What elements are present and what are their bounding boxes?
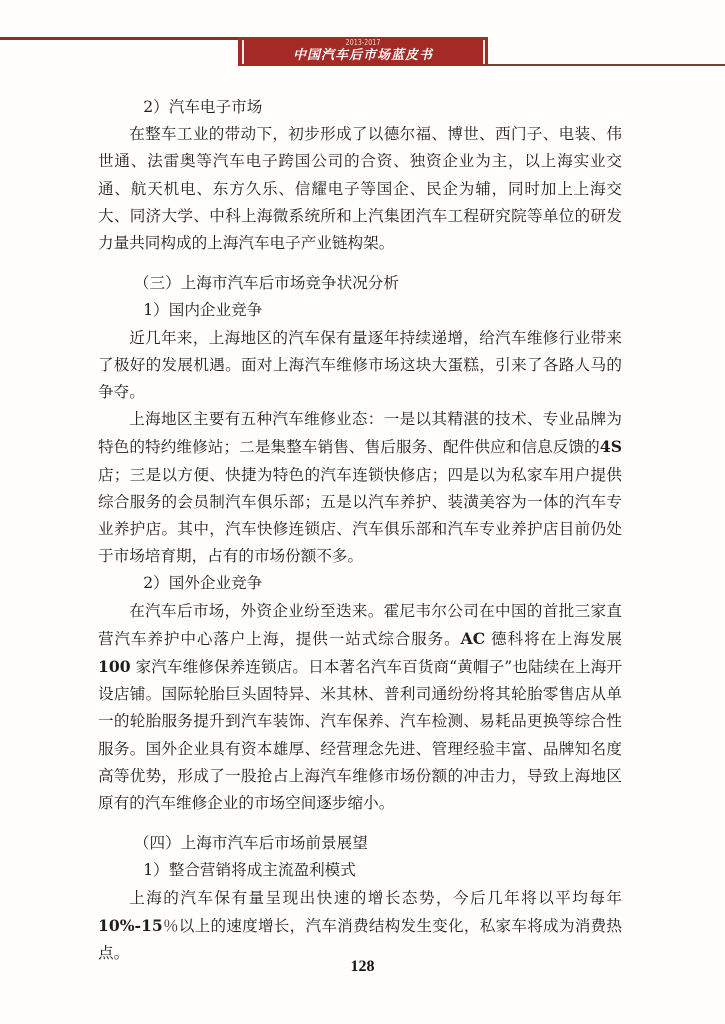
text-growth-rate: 10%-15 <box>98 915 163 935</box>
subsection-heading-auto-electronics: 2）汽车电子市场 <box>143 98 263 116</box>
subsection-heading-foreign: 2）国外企业竞争 <box>143 574 263 593</box>
header-banner-bar-right <box>483 40 485 64</box>
paragraph-domestic-2 <box>98 406 622 570</box>
text-100: 100 <box>98 657 131 677</box>
text-4s: 4S <box>599 437 622 457</box>
header-banner <box>238 37 488 66</box>
section-heading-outlook: （四）上海市汽车后市场前景展望 <box>133 834 368 853</box>
text: ％以上的速度增长，汽车消费结构发生变化，私家车将成为消费热点。 <box>98 916 622 963</box>
subsection-heading-domestic: 1）国内企业竞争 <box>143 301 263 320</box>
text-ac: AC <box>460 628 486 648</box>
paragraph-outlook <box>98 885 622 968</box>
paragraph-domestic-1: 近几年来，上海地区的汽车保有量逐年持续递增，给汽车维修行业带来了极好的发展机遇。面对上海汽车维修市场这块大蛋糕，引来了各路人马的争夺。 <box>98 328 622 402</box>
header-rule-left <box>0 37 240 40</box>
page-body <box>98 94 622 967</box>
subsection-heading-integrated-marketing: 1）整合营销将成主流盈利模式 <box>143 861 356 880</box>
header-rule-right <box>486 64 725 66</box>
text: 店；三是以方便、快捷为特色的汽车连锁快修店；四是以为私家车用户提供综合服务的会员制汽车俱乐部；五是以汽车养护、装潢美容为一体的汽车专业养护店。其中，汽车快修连锁店、汽车俱乐部和汽车专业养护店目前仍处于市场培育期，占有的市场份额不多。 <box>98 465 622 566</box>
paragraph-auto-electronics: 在整车工业的带动下，初步形成了以德尔福、博世、西门子、电装、伟世通、法雷奥等汽车电子跨国公司的合资、独资企业为主，以上海实业交通、航天机电、东方久乐、信耀电子等国企、民企为辅，同时加上上海交大、同济大学、中科上海微系统所和上汽集团汽车工程研究院等单位的研发力量共同构成的上海汽车电子产业链构架。 <box>98 125 622 253</box>
header-book-title: 中国汽车后市场蓝皮书 <box>292 48 433 63</box>
page-number: 128 <box>350 958 375 975</box>
text: 上海的汽车保有量呈现出快速的增长态势，今后几年将以平均每年 <box>129 888 622 907</box>
text: 德科将在上海发展 <box>485 629 622 648</box>
text: 家汽车维修保养连锁店。日本著名汽车百货商“黄帽子”也陆续在上海开设店铺。国际轮胎巨头固特异、米其林、普利司通纷纷将其轮胎零售店从单一的轮胎服务提升到汽车装饰、汽车保养、汽车检测、易耗品更换等综合性服务。国外企业具有资本雄厚、经营理念先进、管理经验丰富、品牌知名度高等优势，形成了一股抢占上海汽车维修市场份额的冲击力，导致上海地区原有的汽车维修企业的市场空间逐步缩小。 <box>98 658 622 813</box>
paragraph-foreign <box>98 598 622 818</box>
header-years: 2013-2017 <box>345 38 381 47</box>
section-heading-competition: （三）上海市汽车后市场竞争状况分析 <box>133 274 399 293</box>
text: 上海地区主要有五种汽车维修业态：一是以其精湛的技术、专业品牌为特色的特约维修站；二是集整车销售、售后服务、配件供应和信息反馈的 <box>98 410 622 457</box>
text: 在汽车后市场，外资企业纷至迭来。霍尼韦尔公司在中国的首批三家直营汽车养护中心落户上海，提供一站式综合服务。 <box>98 601 622 648</box>
